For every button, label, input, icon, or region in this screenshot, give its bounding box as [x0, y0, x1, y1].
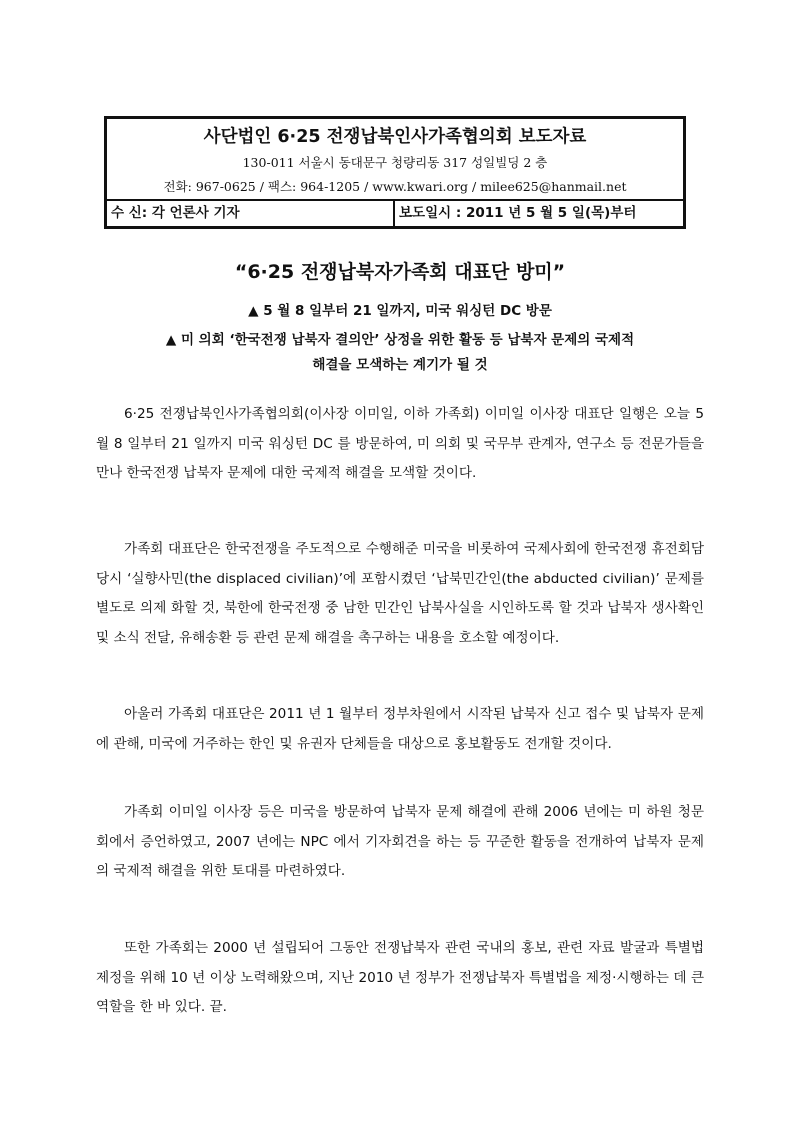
organization-title: 사단법인 6·25 전쟁납북인사가족협의회 보도자료 [203, 127, 587, 147]
paragraph-3: 아울러 가족회 대표단은 2011 년 1 월부터 정부차원에서 시작된 납북자 신고 접수 및 납북자 문제에 관해, 미국에 거주하는 한인 및 유권자 단체들을 대상으로 홍보활동도 전개할 것이다. [96, 706, 704, 752]
header-info-row [107, 199, 683, 226]
paragraph-4: 가족회 이미일 이사장 등은 미국을 방문하여 납북자 문제 해결에 관해 2006 년에는 미 하원 청문회에서 증언하였고, 2007 년에는 NPC 에서 기자회견을 하는 등 꾸준한 활동을 전개하여 납북자 문제의 국제적 해결을 위한 토대를 마련하였다. [96, 804, 704, 879]
paragraph-5: 또한 가족회는 2000 년 설립되어 그동안 전쟁납북자 관련 국내의 홍보, 관련 자료 발굴과 특별법 제정을 위해 10 년 이상 노력해왔으며, 지난 2010 년 정부가 전쟁납북자 특별법을 제정·시행하는 데 큰 역할을 한 바 있다. 끝. [96, 940, 704, 1015]
organization-contact: 전화: 967-0625 / 팩스: 964-1205 / www.kwari.org / milee625@hanmail.net [163, 179, 627, 194]
subhead-3: 해결을 모색하는 계기가 될 것 [312, 357, 488, 373]
paragraph-1: 6·25 전쟁납북인사가족협의회(이사장 이미일, 이하 가족회) 이미일 이사장 대표단 일행은 오늘 5 월 8 일부터 21 일까지 미국 워싱턴 DC 를 방문하여, 미 의회 및 국무부 관계자, 연구소 등 전문가들을 만나 한국전쟁 납북자 문제에 대한 국제적 해결을 모색할 것이다. [96, 406, 704, 481]
paragraph-2: 가족회 대표단은 한국전쟁을 주도적으로 수행해준 미국을 비롯하여 국제사회에 한국전쟁 휴전회담 당시 ‘실향사민(the displaced civilian)’에 포함시켰던 ‘납북민간인(the abducted civilian)’ 문제를 별도로 의제 화할 것, 북한에 한국전쟁 중 남한 민간인 납북사실을 시인하도록 할 것과 납북자 생사확인 및 소식 전달, 유해송환 등 관련 문제 해결을 촉구하는 내용을 호소할 예정이다. [96, 541, 704, 646]
subhead-2: ▲ 미 의회 ‘한국전쟁 납북자 결의안’ 상정을 위한 활동 등 납북자 문제의 국제적 [165, 332, 635, 348]
recipient: 수 신: 각 언론사 기자 [107, 201, 395, 226]
subhead-1: ▲ 5 월 8 일부터 21 일까지, 미국 워싱턴 DC 방문 [248, 303, 552, 319]
organization-address: 130-011 서울시 동대문구 청량리동 317 성일빌딩 2 층 [242, 155, 548, 170]
headline: “6·25 전쟁납북자가족회 대표단 방미” [234, 261, 566, 283]
release-date: 보도일시 : 2011 년 5 월 5 일(목)부터 [399, 205, 637, 221]
press-release-header [104, 116, 686, 229]
